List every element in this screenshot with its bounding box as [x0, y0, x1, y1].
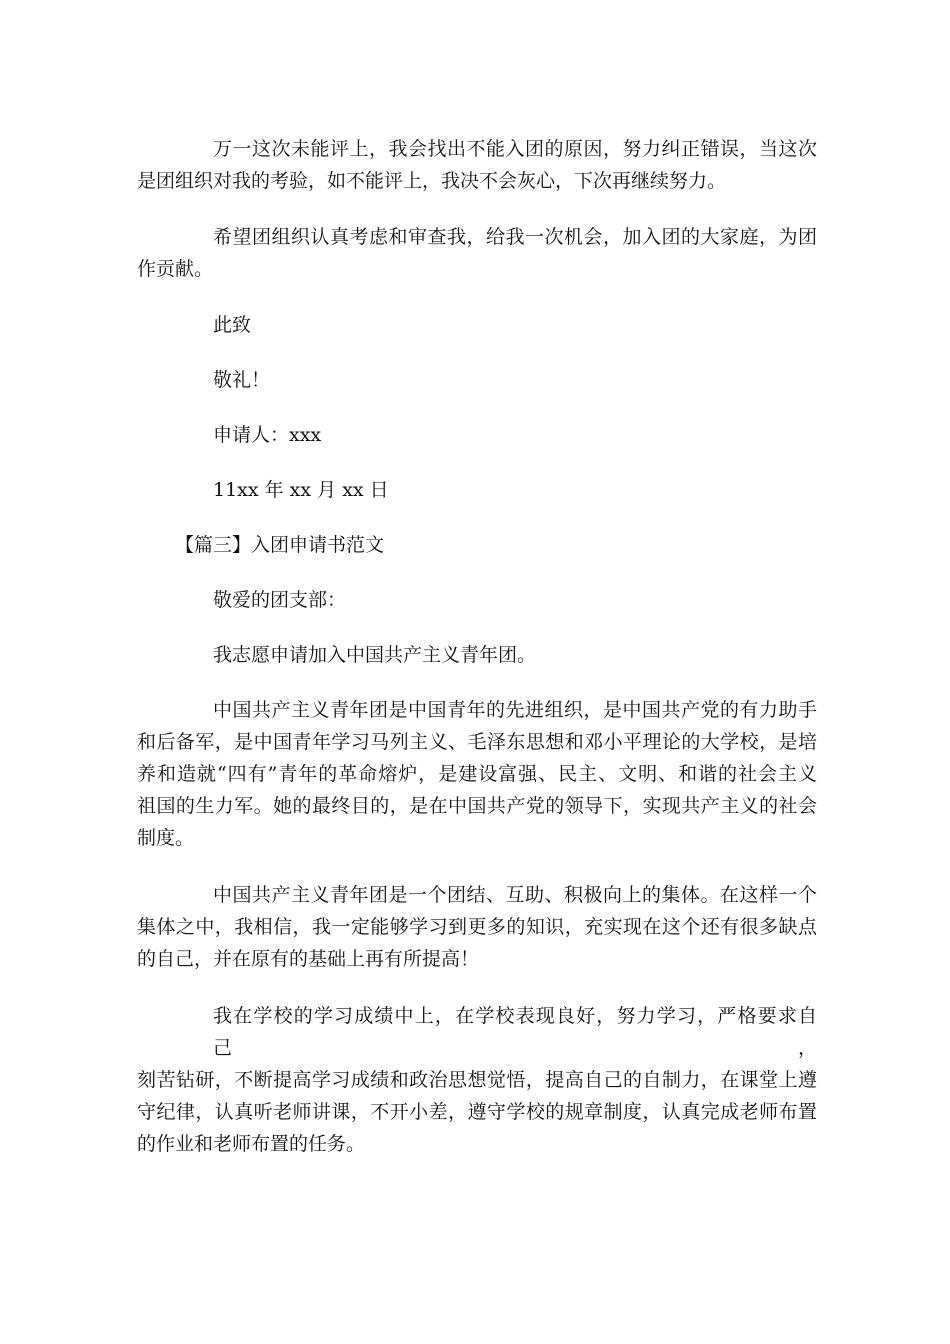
- section-heading: 【篇三】入团申请书范文: [175, 534, 385, 556]
- text-line: 集体之中，我相信，我一定能够学习到更多的知识，充实现在这个还有很多缺点: [137, 916, 817, 938]
- paragraph-hope: [137, 221, 817, 285]
- text-line: 万一这次未能评上，我会找出不能入团的原因，努力纠正错误，当这次: [213, 138, 817, 160]
- text-line: 是团组织对我的考验，如不能评上，我决不会灰心，下次再继续努力。: [137, 170, 727, 192]
- application-statement: 我志愿申请加入中国共产主义青年团。: [213, 644, 537, 666]
- text-line: 的自己，并在原有的基础上再有所提高！: [137, 948, 480, 970]
- text-line: 刻苦钻研，不断提高学习成绩和政治思想觉悟，提高自己的自制力，在课堂上遵: [137, 1069, 817, 1091]
- text-line: 我在学校的学习成绩中上，在学校表现良好，努力学习，严格要求自己，: [213, 1005, 817, 1059]
- text-line: 和后备军，是中国青年学习马列主义、毛泽东思想和邓小平理论的大学校，是培: [137, 731, 817, 753]
- paragraph-reconsider: [137, 133, 817, 197]
- applicant-signature: 申请人：xxx: [213, 424, 322, 446]
- application-date: 11xx 年 xx 月 xx 日: [213, 479, 389, 501]
- closing-regards: 敬礼！: [213, 369, 271, 391]
- text-line: 中国共产主义青年团是一个团结、互助、积极向上的集体。在这样一个: [213, 884, 817, 906]
- text-line: 制度。: [137, 827, 195, 849]
- paragraph-collective: [137, 879, 817, 975]
- text-line: 作贡献。: [137, 258, 214, 280]
- paragraph-league-intro: [137, 694, 817, 854]
- text-line: 祖国的生力军。她的最终目的，是在中国共产党的领导下，实现共产主义的社会: [137, 795, 817, 817]
- text-line: 中国共产主义青年团是中国青年的先进组织，是中国共产党的有力助手: [213, 699, 817, 721]
- paragraph-performance: [137, 1000, 817, 1160]
- salutation: 敬爱的团支部：: [213, 589, 347, 611]
- text-line: 守纪律，认真听老师讲课，不开小差，遵守学校的规章制度，认真完成老师布置: [137, 1101, 817, 1123]
- text-line: 养和造就“四有”青年的革命熔炉，是建设富强、民主、文明、和谐的社会主义: [137, 763, 817, 785]
- text-line: 希望团组织认真考虑和审查我，给我一次机会，加入团的大家庭，为团: [213, 226, 817, 248]
- closing-salutation: 此致: [213, 314, 252, 336]
- text-line: 的作业和老师布置的任务。: [137, 1133, 366, 1155]
